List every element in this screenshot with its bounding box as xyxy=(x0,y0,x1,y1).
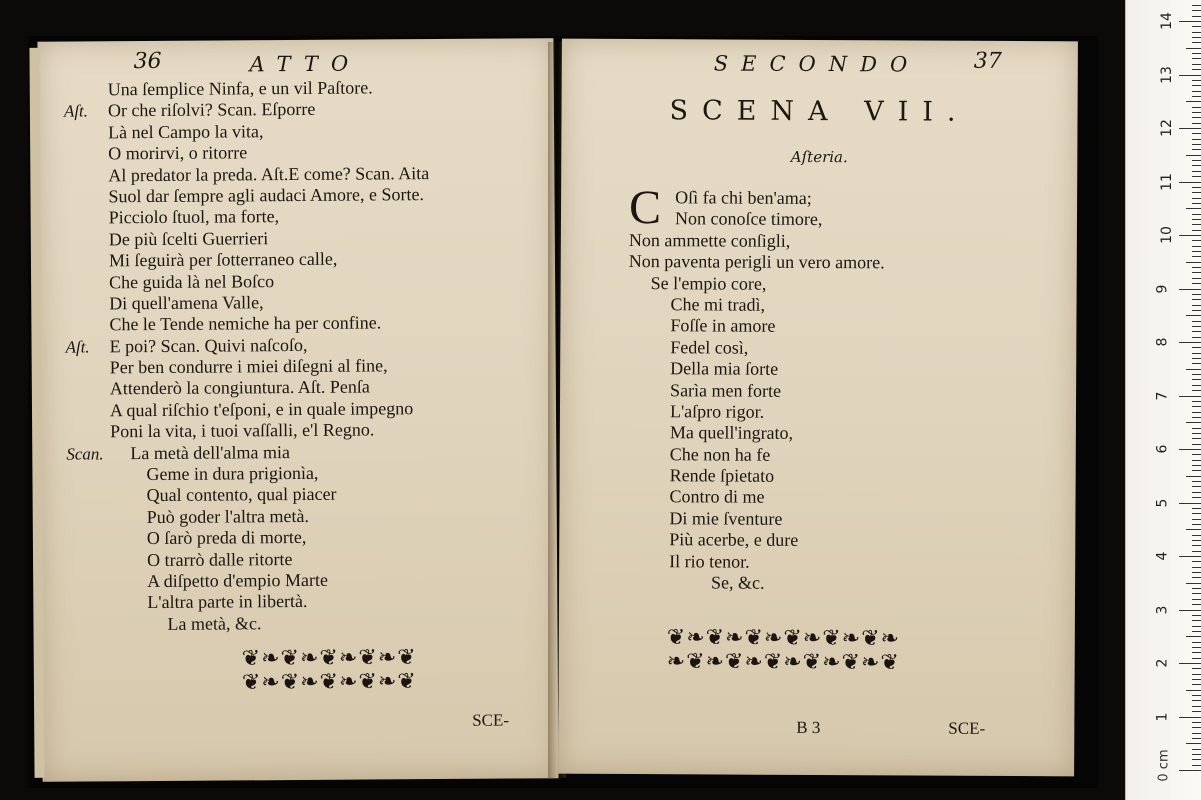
ruler-tick xyxy=(1192,481,1201,482)
speaker-label: Aſt. xyxy=(63,101,89,122)
verse-line xyxy=(108,119,548,143)
ruler-tick xyxy=(1192,294,1201,295)
verse-line xyxy=(627,486,1057,510)
ruler-tick xyxy=(1186,262,1201,263)
ruler-tick xyxy=(1192,733,1201,734)
ruler-tick xyxy=(1192,251,1201,252)
ruler-tick xyxy=(1192,524,1201,525)
scene-title: SCENA VII. xyxy=(669,95,970,128)
ruler-tick xyxy=(1192,620,1201,621)
verse-text: O ſarò preda di morte, xyxy=(146,527,307,549)
ruler-tick xyxy=(1192,203,1201,204)
left-page xyxy=(37,38,558,782)
ruler-tick xyxy=(1179,182,1201,183)
ruler-tick xyxy=(1192,272,1201,273)
ruler-tick xyxy=(1192,615,1201,616)
verse-text: Foſſe in amore xyxy=(670,315,776,337)
ruler-tick xyxy=(1179,396,1201,397)
ruler-tick xyxy=(1186,315,1201,316)
verse-text: E poi? Scan. Quivi naſcoſo, xyxy=(109,334,308,357)
ruler-tick xyxy=(1192,358,1201,359)
ruler-number: 12 xyxy=(1158,119,1175,137)
ruler-tick xyxy=(1192,42,1201,43)
verse-line xyxy=(629,251,1059,275)
ruler-number: 7 xyxy=(1154,391,1171,400)
verse-line xyxy=(627,529,1057,553)
ruler-tick xyxy=(1192,460,1201,461)
verse-line xyxy=(627,551,1057,575)
ruler-tick xyxy=(1192,647,1201,648)
ruler-tick xyxy=(1186,636,1201,637)
ruler-tick xyxy=(1179,503,1201,504)
verse-text: Geme in dura prigionìa, xyxy=(146,462,319,485)
ruler-tick xyxy=(1192,679,1201,680)
verse-text: Or che riſolvi? Scan. Eſporre xyxy=(107,99,316,121)
ruler-tick xyxy=(1192,353,1201,354)
ruler-tick xyxy=(1192,668,1201,669)
ruler-tick xyxy=(1179,21,1201,22)
ruler-tick xyxy=(1192,722,1201,723)
ruler-tick xyxy=(1192,144,1201,145)
verse-line xyxy=(629,230,1059,254)
ruler-tick xyxy=(1192,10,1201,11)
ruler-tick xyxy=(1192,642,1201,643)
ruler-tick xyxy=(1179,449,1201,450)
verse-line xyxy=(65,333,549,357)
ruler-tick xyxy=(1192,278,1201,279)
ruler-number: 2 xyxy=(1154,658,1171,668)
left-ornament-bottom: ❦❧❦❧❦❧❦❧❦ xyxy=(241,669,417,696)
ruler-tick xyxy=(1192,305,1201,306)
ruler-number: 11 xyxy=(1158,172,1175,191)
ruler-tick xyxy=(1192,96,1201,97)
verse-text: De più ſcelti Guerrieri xyxy=(108,227,269,250)
verse-line xyxy=(628,294,1058,318)
drop-capital: C xyxy=(628,181,662,235)
character-name: Aſteria. xyxy=(790,147,848,167)
ruler-tick xyxy=(1186,529,1201,530)
ruler-tick xyxy=(1192,765,1201,766)
ruler-tick xyxy=(1192,684,1201,685)
verse-line xyxy=(108,76,548,100)
ruler-tick xyxy=(1192,513,1201,514)
verse-line xyxy=(63,98,548,122)
ruler-tick xyxy=(1192,256,1201,257)
ruler-tick xyxy=(1186,48,1201,49)
verse-line xyxy=(110,354,550,378)
verse-text: Che le Tende nemiche ha per confine. xyxy=(109,312,382,335)
verse-text: Qual contento, qual piacer xyxy=(146,484,337,506)
verse-text: Rende ſpietato xyxy=(669,465,775,486)
ruler-tick xyxy=(1192,80,1201,81)
ruler-tick xyxy=(1192,363,1201,364)
verse-text: Al predator la preda. Aſt.E come? Scan. Aita xyxy=(108,162,430,185)
verse-line xyxy=(111,547,551,571)
right-ornament-top: ❦❧❦❧❦❧❦❧❦❧❦❧ xyxy=(666,625,901,652)
ruler-tick xyxy=(1192,561,1201,562)
ruler-tick xyxy=(1192,230,1201,231)
verse-text: Una ſemplice Ninfa, e un vil Paſtore. xyxy=(107,77,373,100)
ruler-tick xyxy=(1192,310,1201,311)
ruler-tick xyxy=(1192,417,1201,418)
ruler-tick xyxy=(1192,91,1201,92)
ruler-tick xyxy=(1192,727,1201,728)
ruler-tick xyxy=(1192,674,1201,675)
right-page-number: 37 xyxy=(973,48,1002,74)
ruler-tick xyxy=(1179,75,1201,76)
ruler-tick xyxy=(1192,283,1201,284)
ruler-tick xyxy=(1192,123,1201,124)
ruler-tick xyxy=(1192,176,1201,177)
verse-text: Di mie ſventure xyxy=(669,508,783,529)
verse-line xyxy=(629,187,1059,211)
ruler-tick xyxy=(1192,626,1201,627)
verse-text: Che guida là nel Boſco xyxy=(109,270,275,292)
ruler-tick xyxy=(1192,470,1201,471)
ruler-tick xyxy=(1186,743,1201,744)
verse-line xyxy=(111,483,551,507)
ruler-tick xyxy=(1192,593,1201,594)
ruler-tick xyxy=(1186,369,1201,370)
verse-text: Oſì fa chi ben'ama; xyxy=(675,187,812,208)
ruler-tick xyxy=(1192,219,1201,220)
right-page xyxy=(558,39,1078,777)
verse-line xyxy=(627,572,1057,596)
verse-line xyxy=(109,312,549,336)
ruler-tick xyxy=(1186,583,1201,584)
verse-line xyxy=(628,315,1058,339)
ruler-tick xyxy=(1192,486,1201,487)
ruler-tick xyxy=(1192,337,1201,338)
ruler-tick xyxy=(1192,192,1201,193)
ruler-tick xyxy=(1192,139,1201,140)
ruler-tick xyxy=(1192,465,1201,466)
measuring-ruler xyxy=(1125,0,1201,800)
verse-line xyxy=(109,226,549,250)
ruler-tick xyxy=(1192,711,1201,712)
verse-text: Per ben condurre i miei diſegni al fine, xyxy=(109,355,388,378)
verse-text: Picciolo ſtuol, ma forte, xyxy=(108,206,280,228)
verse-line xyxy=(111,504,551,528)
verse-text: L'altra parte in libertà. xyxy=(147,591,308,613)
ruler-tick xyxy=(1192,37,1201,38)
ruler-number: 1 xyxy=(1154,712,1171,721)
ruler-tick xyxy=(1192,540,1201,541)
ruler-tick xyxy=(1179,717,1201,718)
verse-line xyxy=(110,461,550,485)
left-page-number: 36 xyxy=(133,48,162,75)
ruler-tick xyxy=(1192,240,1201,241)
ruler-tick xyxy=(1192,599,1201,600)
ruler-tick xyxy=(1179,235,1201,236)
verse-line xyxy=(66,440,550,464)
verse-text: A diſpetto d'empio Marte xyxy=(147,569,328,592)
ruler-tick xyxy=(1192,26,1201,27)
verse-text: Di quell'amena Valle, xyxy=(109,292,264,314)
verse-line xyxy=(111,611,551,635)
verse-line xyxy=(628,465,1058,489)
ruler-tick xyxy=(1192,165,1201,166)
ruler-number: 3 xyxy=(1154,605,1171,614)
ruler-tick xyxy=(1192,551,1201,552)
ruler-tick xyxy=(1192,406,1201,407)
verse-text: Il rio tenor. xyxy=(669,550,750,572)
ruler-tick xyxy=(1192,5,1201,6)
ruler-tick xyxy=(1192,652,1201,653)
verse-line xyxy=(110,418,550,442)
ruler-number: 5 xyxy=(1154,498,1171,507)
verse-line xyxy=(108,162,548,186)
ruler-tick xyxy=(1192,64,1201,65)
ruler-tick xyxy=(1192,695,1201,696)
ruler-tick xyxy=(1192,53,1201,54)
right-catchword: SCE- xyxy=(948,718,986,738)
verse-line xyxy=(629,273,1059,297)
ruler-tick xyxy=(1192,58,1201,59)
ruler-tick xyxy=(1192,160,1201,161)
verse-line xyxy=(628,422,1058,446)
ruler-tick xyxy=(1192,754,1201,755)
verse-line xyxy=(111,590,551,614)
ruler-tick xyxy=(1179,128,1201,129)
verse-line xyxy=(629,208,1059,232)
verse-line xyxy=(628,444,1058,468)
verse-line xyxy=(109,247,549,271)
ruler-tick xyxy=(1192,492,1201,493)
verse-line xyxy=(111,568,551,592)
ruler-tick xyxy=(1186,690,1201,691)
left-ornament-top: ❦❧❦❧❦❧❦❧❦ xyxy=(241,645,417,672)
ruler-tick xyxy=(1186,422,1201,423)
ruler-tick xyxy=(1192,588,1201,589)
ruler-number: 4 xyxy=(1154,551,1171,561)
ruler-number: 13 xyxy=(1158,65,1175,84)
ruler-tick xyxy=(1192,299,1201,300)
verse-text: Può goder l'altra metà. xyxy=(146,505,310,527)
verse-text: A qual riſchio t'eſponi, e in quale impegno xyxy=(109,398,414,421)
ruler-tick xyxy=(1192,246,1201,247)
verse-text: Se l'empio core, xyxy=(650,272,767,294)
right-verse-block xyxy=(627,187,1059,596)
ruler-tick xyxy=(1192,519,1201,520)
ruler-tick xyxy=(1192,331,1201,332)
ruler-tick xyxy=(1192,577,1201,578)
ruler-tick xyxy=(1192,107,1201,108)
verse-text: Sarìa men forte xyxy=(670,379,782,401)
ruler-tick xyxy=(1186,101,1201,102)
ruler-tick xyxy=(1192,444,1201,445)
verse-line xyxy=(628,337,1058,361)
verse-line xyxy=(627,508,1057,532)
ruler-tick xyxy=(1192,112,1201,113)
ruler-tick xyxy=(1192,390,1201,391)
ruler-tick xyxy=(1192,326,1201,327)
left-running-head: ATTO xyxy=(249,51,362,77)
ruler-number: 6 xyxy=(1154,444,1171,454)
verse-text: Più acerbe, e dure xyxy=(669,529,799,551)
ruler-tick xyxy=(1192,85,1201,86)
ruler-tick xyxy=(1179,663,1201,664)
ruler-tick xyxy=(1192,171,1201,172)
ruler-tick xyxy=(1192,401,1201,402)
verse-text: La metà, &c. xyxy=(167,613,262,634)
ruler-number: 9 xyxy=(1154,284,1171,293)
ruler-tick xyxy=(1192,749,1201,750)
verse-text: O trarrò dalle ritorte xyxy=(146,548,293,570)
ruler-tick xyxy=(1192,133,1201,134)
ruler-tick xyxy=(1192,32,1201,33)
verse-line xyxy=(109,269,549,293)
ruler-tick xyxy=(1192,508,1201,509)
ruler-tick xyxy=(1192,149,1201,150)
ruler-tick xyxy=(1192,385,1201,386)
ruler-tick xyxy=(1192,572,1201,573)
verse-line xyxy=(108,140,548,164)
verse-text: O morirvi, o ritorre xyxy=(108,142,248,164)
speaker-label: Scan. xyxy=(66,443,104,464)
ruler-tick xyxy=(1192,347,1201,348)
verse-line xyxy=(111,525,551,549)
verse-text: Della mia ſorte xyxy=(670,358,779,379)
verse-line xyxy=(109,205,549,229)
ruler-tick xyxy=(1179,342,1201,343)
ruler-tick xyxy=(1192,631,1201,632)
ruler-tick xyxy=(1179,770,1201,771)
ruler-tick xyxy=(1192,16,1201,17)
verse-text: Non conoſce timore, xyxy=(674,208,823,230)
ruler-tick xyxy=(1192,198,1201,199)
right-running-head: SECONDO xyxy=(713,51,921,77)
verse-line xyxy=(110,397,550,421)
verse-text: Che non ha fe xyxy=(669,443,771,465)
verse-text: Non paventa perigli un vero amore. xyxy=(628,251,885,273)
verse-text: Là nel Campo la vita, xyxy=(107,121,264,143)
ruler-tick xyxy=(1192,759,1201,760)
ruler-tick xyxy=(1192,412,1201,413)
ruler-tick xyxy=(1192,69,1201,70)
left-catchword: SCE- xyxy=(472,710,510,730)
ruler-tick xyxy=(1192,497,1201,498)
ruler-tick xyxy=(1192,379,1201,380)
ruler-tick xyxy=(1192,700,1201,701)
ruler-tick xyxy=(1186,476,1201,477)
ruler-tick xyxy=(1192,454,1201,455)
verse-text: Mi ſeguirà per ſotterraneo calle, xyxy=(108,248,338,271)
ruler-tick xyxy=(1186,155,1201,156)
ruler-tick xyxy=(1192,117,1201,118)
verse-text: Se, &c. xyxy=(711,572,765,593)
verse-text: Attenderò la congiuntura. Aſt. Penſa xyxy=(109,376,370,399)
verse-line xyxy=(110,376,550,400)
ruler-number: 8 xyxy=(1154,337,1171,347)
verse-line xyxy=(108,183,548,207)
verse-text: La metà dell'alma mia xyxy=(130,441,291,463)
verse-text: L'aſpro rigor. xyxy=(669,401,765,422)
ruler-unit-label: 0 cm xyxy=(1156,749,1172,782)
ruler-tick xyxy=(1179,610,1201,611)
verse-line xyxy=(109,290,549,314)
verse-text: Ma quell'ingrato, xyxy=(669,422,794,444)
ruler-tick xyxy=(1192,374,1201,375)
ruler-tick xyxy=(1179,556,1201,557)
ruler-tick xyxy=(1192,187,1201,188)
verse-text: Non ammette conſigli, xyxy=(628,229,791,251)
ruler-tick xyxy=(1192,433,1201,434)
ruler-tick xyxy=(1192,535,1201,536)
ruler-number: 14 xyxy=(1158,12,1175,30)
ruler-tick xyxy=(1179,289,1201,290)
signature-mark: B 3 xyxy=(796,717,821,738)
ruler-tick xyxy=(1192,567,1201,568)
left-verse-block xyxy=(63,76,552,635)
right-ornament-bottom: ❧❦❧❦❧❦❧❦❧❦❧❦ xyxy=(666,649,900,676)
ruler-tick xyxy=(1192,267,1201,268)
ruler-tick xyxy=(1192,604,1201,605)
verse-line xyxy=(628,401,1058,425)
ruler-tick xyxy=(1192,224,1201,225)
ruler-tick xyxy=(1192,428,1201,429)
ruler-tick xyxy=(1192,438,1201,439)
verse-line xyxy=(628,380,1058,404)
verse-text: Poni la vita, i tuoi vaſſalli, e'l Regno. xyxy=(110,419,375,442)
verse-text: Contro di me xyxy=(669,486,765,508)
verse-text: Che mi tradì, xyxy=(670,294,766,315)
ruler-tick xyxy=(1192,738,1201,739)
ruler-tick xyxy=(1192,658,1201,659)
verse-text: Suol dar ſempre agli audaci Amore, e Sorte. xyxy=(108,184,424,207)
verse-text: Fedel così, xyxy=(670,336,749,358)
ruler-tick xyxy=(1192,214,1201,215)
ruler-tick xyxy=(1192,545,1201,546)
ruler-number: 10 xyxy=(1158,226,1175,244)
ruler-tick xyxy=(1186,208,1201,209)
ruler-tick xyxy=(1192,321,1201,322)
speaker-label: Aſt. xyxy=(65,337,90,357)
verse-line xyxy=(628,358,1058,382)
ruler-tick xyxy=(1192,706,1201,707)
